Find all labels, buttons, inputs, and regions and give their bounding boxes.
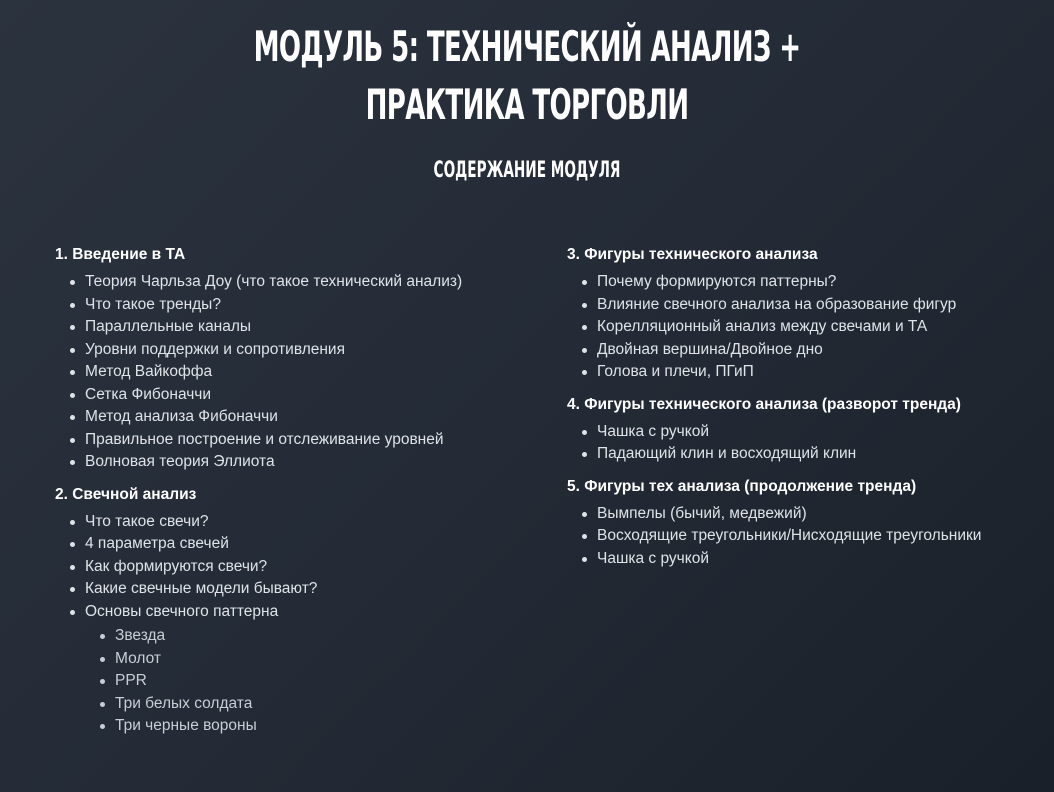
section-item-list — [55, 271, 525, 474]
list-item: Почему формируются паттерны? — [580, 271, 1047, 294]
list-item: Волновая теория Эллиота — [68, 451, 525, 474]
list-item-label: Основы свечного паттерна — [85, 602, 279, 620]
section-item-list — [567, 503, 1047, 571]
section-heading: 3. Фигуры технического анализа — [567, 246, 818, 263]
sub-list-item: PPR — [98, 670, 525, 693]
list-item: Восходящие треугольники/Нисходящие треугольники — [580, 525, 1047, 548]
list-item: 4 параметра свечей — [68, 533, 525, 556]
left-column — [55, 244, 525, 748]
sub-list-item: Три черные вороны — [98, 715, 525, 738]
section-item-list — [55, 511, 525, 738]
list-item: Что такое тренды? — [68, 294, 525, 317]
list-item: Какие свечные модели бывают? — [68, 578, 525, 601]
section-ta-patterns — [567, 244, 1047, 384]
sub-list-item: Три белых солдата — [98, 693, 525, 716]
section-heading: 5. Фигуры тех анализа (продолжение тренда) — [567, 477, 917, 495]
list-item: Что такое свечи? — [68, 511, 525, 534]
sub-item-list — [85, 625, 525, 738]
sub-list-item: Молот — [98, 648, 525, 671]
module-contents-subtitle: СОДЕРЖАНИЕ МОДУЛЯ — [433, 158, 621, 183]
list-item: Сетка Фибоначчи — [68, 384, 525, 407]
section-item-list — [567, 271, 1047, 384]
list-item: Падающий клин и восходящий клин — [580, 443, 1047, 466]
list-item: Параллельные каналы — [68, 316, 525, 339]
title-line-1: МОДУЛЬ 5: ТЕХНИЧЕСКИЙ АНАЛИЗ + — [253, 22, 801, 71]
list-item: Метод Вайкоффа — [68, 361, 525, 384]
list-item: Чашка с ручкой — [580, 548, 1047, 571]
list-item: Двойная вершина/Двойное дно — [580, 339, 1047, 362]
list-item: Голова и плечи, ПГиП — [580, 361, 1047, 384]
section-continuation-patterns — [567, 476, 1047, 571]
list-item: Метод анализа Фибоначчи — [68, 406, 525, 429]
list-item: Теория Чарльза Доу (что такое технический анализ) — [68, 271, 525, 294]
sub-list-item: Звезда — [98, 625, 525, 648]
list-item: Влияние свечного анализа на образование фигур — [580, 294, 1047, 317]
list-item: Правильное построение и отслеживание уровней — [68, 429, 525, 452]
list-item: Как формируются свечи? — [68, 556, 525, 579]
section-heading: 2. Свечной анализ — [55, 485, 197, 503]
right-column — [567, 244, 1047, 580]
section-intro-ta — [55, 244, 525, 474]
section-reversal-patterns — [567, 394, 1047, 466]
section-heading: 4. Фигуры технического анализа (разворот тренда) — [567, 395, 961, 413]
list-item-with-subitems — [68, 601, 525, 738]
page-title — [200, 18, 853, 134]
title-line-2: ПРАКТИКА ТОРГОВЛИ — [365, 80, 689, 129]
section-item-list — [567, 421, 1047, 466]
section-candlestick-analysis — [55, 484, 525, 738]
list-item: Корелляционный анализ между свечами и ТА — [580, 316, 1047, 339]
list-item: Чашка с ручкой — [580, 421, 1047, 444]
section-heading: 1. Введение в ТА — [55, 246, 186, 263]
list-item: Вымпелы (бычий, медвежий) — [580, 503, 1047, 526]
list-item: Уровни поддержки и сопротивления — [68, 339, 525, 362]
